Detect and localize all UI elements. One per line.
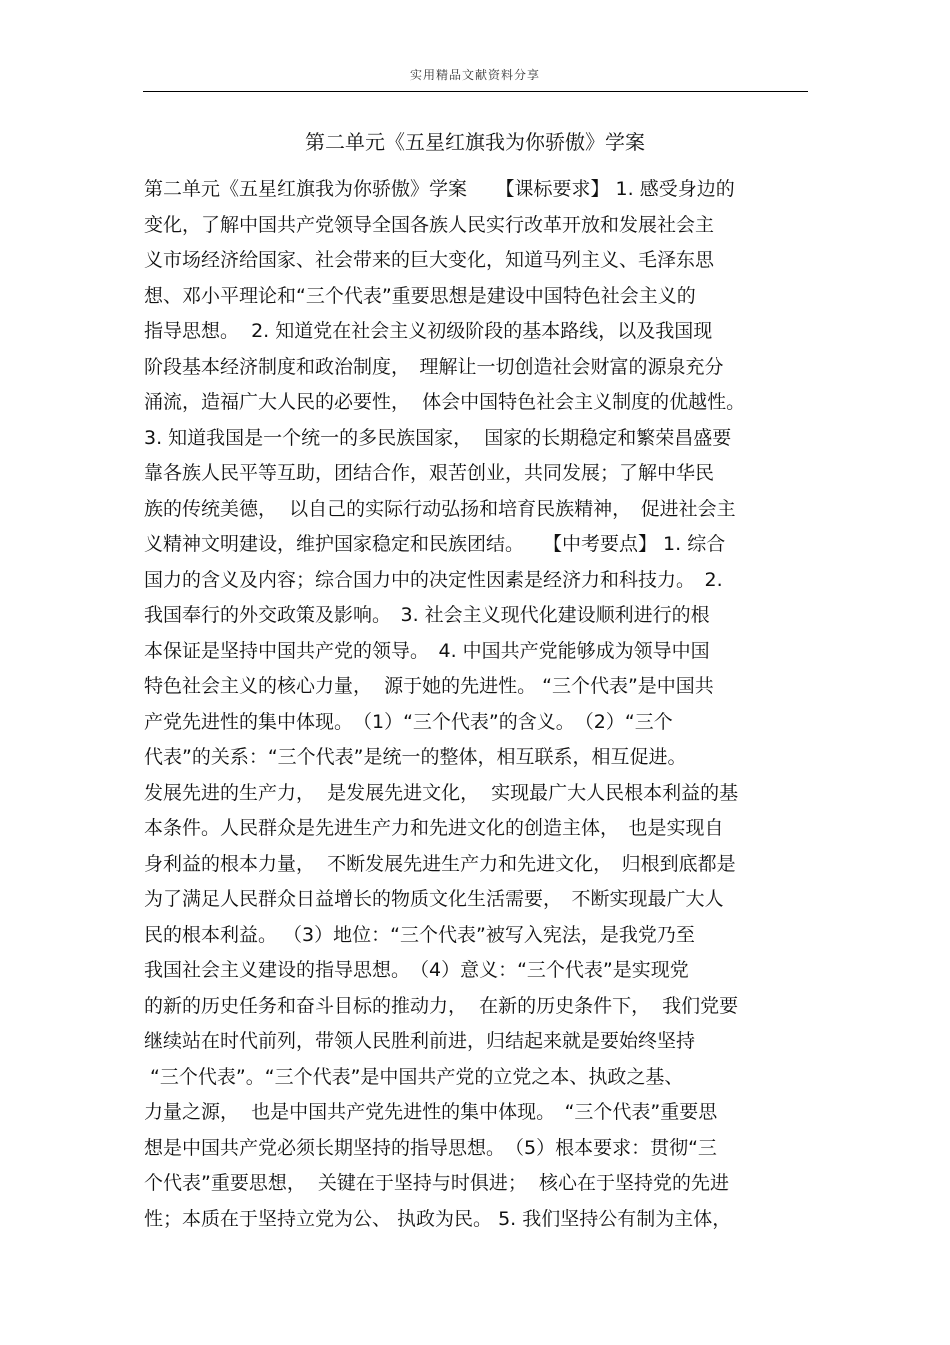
body-text-line: 发展先进的生产力， 是发展先进文化， 实现最广大人民根本利益的基 xyxy=(144,781,739,804)
body-text-line: 特色社会主义的核心力量， 源于她的先进性。 “三个代表”是中国共 xyxy=(144,675,714,697)
body-text-line: 我国社会主义建设的指导思想。 （4）意义：“三个代表”是实现党 xyxy=(144,959,689,981)
body-text-line: 为了满足人民群众日益增长的物质文化生活需要， 不断实现最广大人 xyxy=(144,888,724,910)
body-text-line: 个代表”重要思想， 关键在于坚持与时俱进； 核心在于坚持党的先进 xyxy=(144,1172,730,1194)
page-header: 实用精品文献资料分享 xyxy=(409,68,540,82)
body-text-line: 本条件。人民群众是先进生产力和先进文化的创造主体， 也是实现自 xyxy=(144,817,724,839)
body-text-line: 想是中国共产党必须长期坚持的指导思想。 （5）根本要求：贯彻“三 xyxy=(144,1136,717,1159)
body-text-line: 义精神文明建设，维护国家稳定和民族团结。 【中考要点】 1. 综合 xyxy=(144,533,726,555)
body-text-line: 指导思想。 2. 知道党在社会主义初级阶段的基本路线，以及我国现 xyxy=(144,320,713,342)
body-text-line: 民的根本利益。 （3）地位：“三个代表”被写入宪法，是我党乃至 xyxy=(144,923,695,946)
body-text-line: 产党先进性的集中体现。 （1）“三个代表”的含义。 （2）“三个 xyxy=(144,710,673,733)
body-text-line: 继续站在时代前列，带领人民胜利前进，归结起来就是要始终坚持 xyxy=(144,1030,696,1052)
body-text-line: 3. 知道我国是一个统一的多民族国家， 国家的长期稳定和繁荣昌盛要 xyxy=(144,426,732,449)
body-text-line: 性；本质在于坚持立党为公、 执政为民。 5. 我们坚持公有制为主体， xyxy=(144,1207,732,1230)
body-text-line: 国力的含义及内容；综合国力中的决定性因素是经济力和科技力。 2. xyxy=(144,568,723,591)
body-text-line: 第二单元《五星红旗我为你骄傲》学案 【课标要求】 1. 感受身边的 xyxy=(144,178,735,200)
body-text-line: 本保证是坚持中国共产党的领导。 4. 中国共产党能够成为领导中国 xyxy=(144,639,710,662)
body-text-line: 靠各族人民平等互助，团结合作，艰苦创业，共同发展；了解中华民 xyxy=(144,462,715,484)
body-text-line: 阶段基本经济制度和政治制度， 理解让一切创造社会财富的源泉充分 xyxy=(144,355,724,378)
body-text-line: 力量之源， 也是中国共产党先进性的集中体现。 “三个代表”重要思 xyxy=(144,1101,718,1123)
body-text-line: 我国奉行的外交政策及影响。 3. 社会主义现代化建设顺利进行的根 xyxy=(144,604,710,626)
document-title: 第二单元《五星红旗我为你骄傲》学案 xyxy=(305,130,645,154)
body-text-line: 变化，了解中国共产党领导全国各族人民实行改革开放和发展社会主 xyxy=(144,213,715,236)
body-text-line: 族的传统美德， 以自己的实际行动弘扬和培育民族精神， 促进社会主 xyxy=(144,497,736,520)
body-text-line: 义市场经济给国家、社会带来的巨大变化，知道马列主义、毛泽东思 xyxy=(144,249,715,271)
body-text-line: 的新的历史任务和奋斗目标的推动力， 在新的历史条件下， 我们党要 xyxy=(144,994,739,1017)
body-text-line: 想、邓小平理论和“三个代表”重要思想是建设中国特色社会主义的 xyxy=(144,284,696,307)
header-divider xyxy=(143,91,808,92)
body-text-line: 涌流，造福广大人民的必要性， 体会中国特色社会主义制度的优越性。 xyxy=(144,391,746,413)
body-text-line: 身利益的根本力量， 不断发展先进生产力和先进文化， 归根到底都是 xyxy=(144,852,736,875)
body-text-line: 代表”的关系：“三个代表”是统一的整体，相互联系，相互促进。 xyxy=(144,746,687,768)
document-body xyxy=(144,172,810,1237)
body-text-line: “三个代表”。“三个代表”是中国共产党的立党之本、执政之基、 xyxy=(144,1065,684,1088)
